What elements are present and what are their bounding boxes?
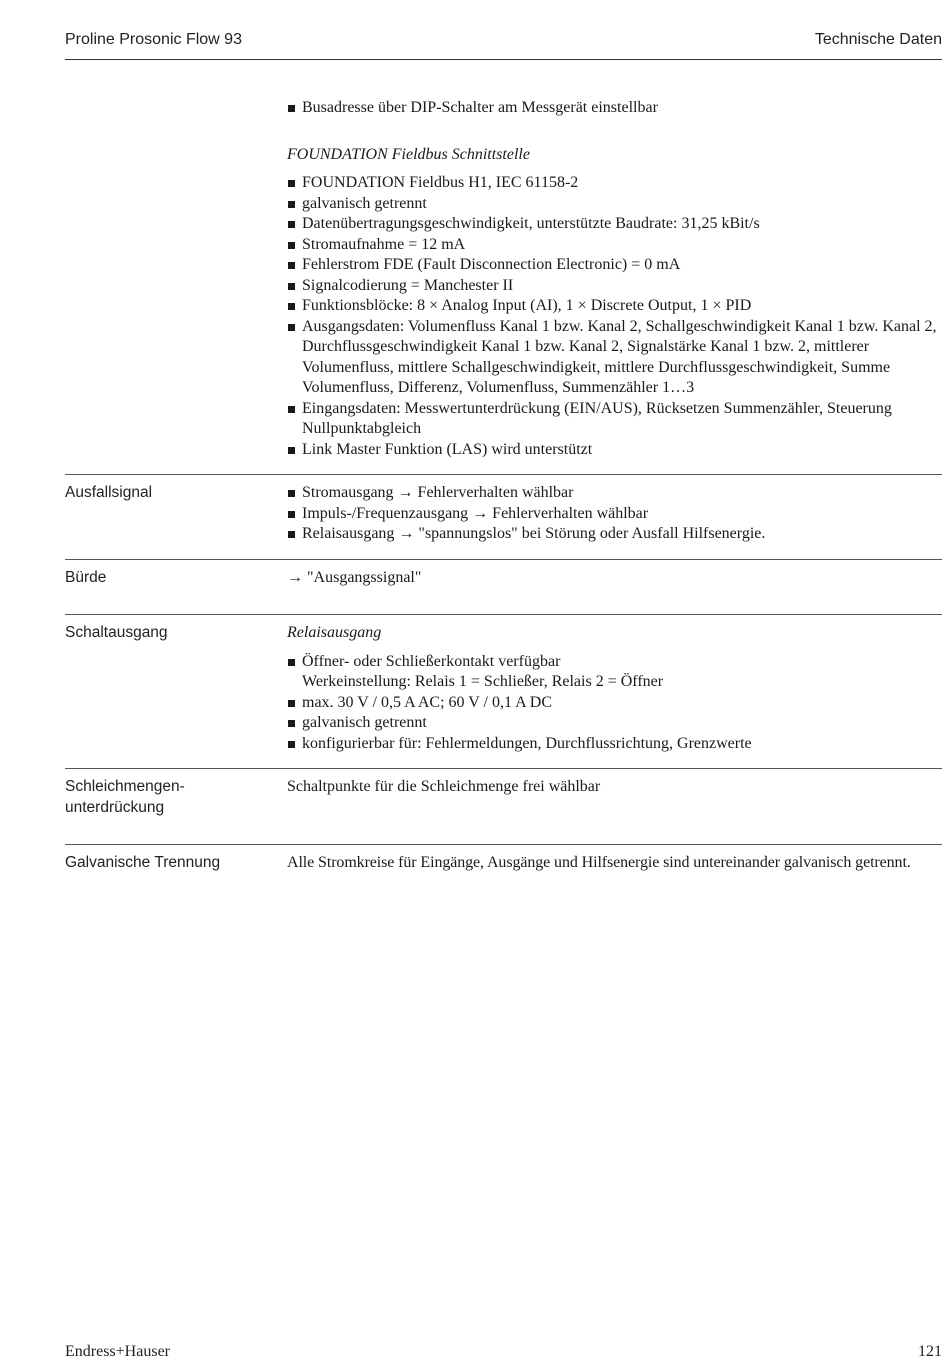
foundation-list [287, 173, 942, 460]
row-label-schaltausgang: Schaltausgang [65, 624, 168, 641]
page-header [65, 31, 942, 49]
row-label-schleichmengen [65, 777, 287, 818]
list-item: galvanisch getrennt [287, 713, 942, 734]
list-item: max. 30 V / 0,5 A AC; 60 V / 0,1 A DC [287, 693, 942, 714]
row-schleichmengen [65, 768, 942, 844]
label-line: Schleichmengen- [65, 778, 185, 795]
intro-list [287, 98, 942, 119]
list-item: konfigurierbar für: Fehlermeldungen, Durchflussrichtung, Grenzwerte [287, 734, 942, 755]
spec-table [65, 98, 942, 874]
row-label-buerde: Bürde [65, 568, 107, 586]
label-line: unterdrückung [65, 798, 165, 816]
row-label-empty [65, 98, 287, 460]
list-item: FOUNDATION Fieldbus H1, IEC 61158-2 [287, 173, 942, 194]
list-item: Link Master Funktion (LAS) wird unterstützt [287, 440, 942, 461]
list-item: Busadresse über DIP-Schalter am Messgerät einstellbar [287, 98, 942, 119]
list-item: Stromausgang → Fehlerverhalten wählbar [287, 483, 942, 504]
foundation-heading: FOUNDATION Fieldbus Schnittstelle [287, 145, 530, 163]
footer-company: Endress+Hauser [65, 1343, 170, 1360]
row-label-galvanische-trennung: Galvanische Trennung [65, 854, 221, 871]
list-item: Stromaufnahme = 12 mA [287, 235, 942, 256]
header-section-title: Technische Daten [814, 31, 942, 48]
list-item: galvanisch getrennt [287, 194, 942, 215]
schaltausgang-list [287, 652, 942, 755]
list-item: Fehlerstrom FDE (Fault Disconnection Electronic) = 0 mA [287, 255, 942, 276]
header-divider [65, 59, 942, 60]
list-item-line: Öffner- oder Schließerkontakt verfügbar [302, 652, 561, 670]
list-item: Signalcodierung = Manchester II [287, 276, 942, 297]
page-footer [65, 1343, 942, 1361]
buerde-reference-link[interactable]: → "Ausgangssignal" [287, 568, 422, 586]
row-fieldbus-continuation [65, 98, 942, 474]
page-number: 121 [918, 1343, 942, 1360]
relaisausgang-heading: Relaisausgang [287, 624, 382, 641]
ausfallsignal-list [287, 483, 942, 545]
row-ausfallsignal [65, 474, 942, 559]
row-label-ausfallsignal: Ausfallsignal [65, 484, 153, 501]
list-item: Funktionsblöcke: 8 × Analog Input (AI), 1 × Discrete Output, 1 × PID [287, 296, 942, 317]
list-item: Ausgangsdaten: Volumenfluss Kanal 1 bzw. Kanal 2, Schallgeschwindigkeit Kanal 1 bzw. Kanal 2, Durchflussgeschwindigkeit Kanal 1 bzw. Kanal 2, Signalstärke Kanal 1 bzw. 2, mittlerer Volumenfluss, mittlere Schallgeschwindigkeit, mittlere Durchflussgeschwindigkeit, Summe Volumenfluss, Differenz, Volumenfluss, Summenzähler 1…3 [287, 317, 942, 399]
list-item: Datenübertragungsgeschwindigkeit, unterstützte Baudrate: 31,25 kBit/s [287, 214, 942, 235]
list-item [287, 652, 942, 693]
list-item-line: Werkeinstellung: Relais 1 = Schließer, Relais 2 = Öffner [302, 673, 664, 690]
list-item: Impuls-/Frequenzausgang → Fehlerverhalten wählbar [287, 504, 942, 525]
list-item: Eingangsdaten: Messwertunterdrückung (EIN/AUS), Rücksetzen Summenzähler, Steuerung Nullpunktabgleich [287, 399, 942, 440]
row-galvanische-trennung [65, 844, 942, 874]
galvanische-trennung-text: Alle Stromkreise für Eingänge, Ausgänge und Hilfsenergie sind untereinander galvanisch getrennt. [287, 854, 911, 871]
row-buerde [65, 559, 942, 615]
row-schaltausgang [65, 614, 942, 768]
list-item: Relaisausgang → "spannungslos" bei Störung oder Ausfall Hilfsenergie. [287, 524, 942, 545]
schleichmengen-text: Schaltpunkte für die Schleichmenge frei wählbar [287, 778, 601, 795]
header-product-name: Proline Prosonic Flow 93 [65, 31, 242, 48]
